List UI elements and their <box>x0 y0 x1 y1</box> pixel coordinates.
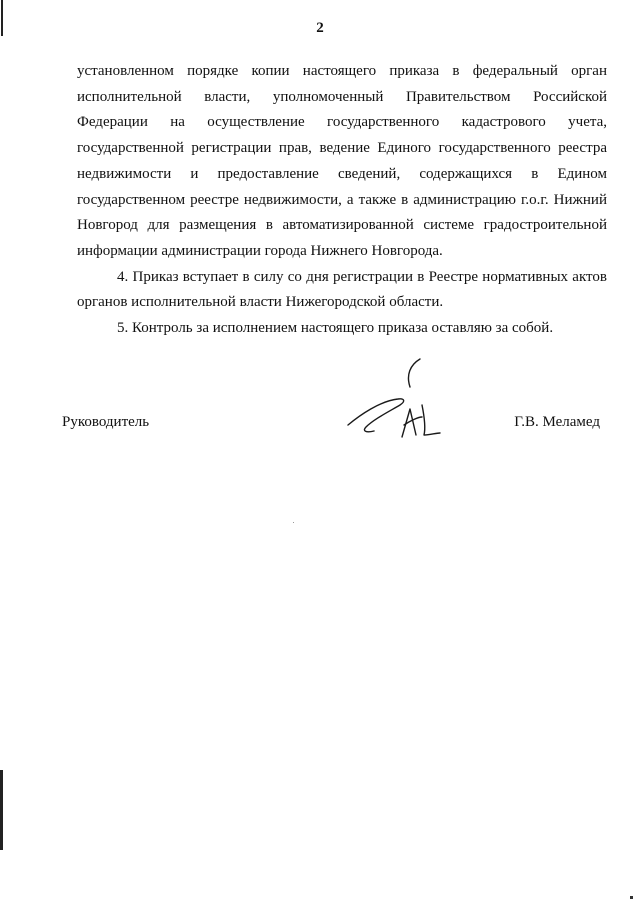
document-body <box>77 59 607 342</box>
signature-block <box>62 414 600 436</box>
text-line: государственном реестре недвижимости, а также в администрацию г.о.г. Нижний <box>77 191 607 208</box>
scan-speck <box>293 522 294 523</box>
text-line: 4. Приказ вступает в силу со дня регистрации в Реестре нормативных актов <box>117 268 607 285</box>
text-line: Федерации на осуществление государственного кадастрового учета, <box>77 114 607 131</box>
paragraph-4 <box>77 265 607 316</box>
text-line: органов исполнительной власти Нижегородской области. <box>77 294 444 311</box>
signer-name: Г.В. Меламед <box>514 414 600 430</box>
text-line: Новгород для размещения в автоматизированной системе градостроительной <box>77 217 607 234</box>
text-line: государственной регистрации прав, ведение Единого государственного реестра <box>77 140 607 157</box>
paragraph-5 <box>77 316 607 342</box>
scan-edge-mark <box>0 770 3 850</box>
text-line: установленном порядке копии настоящего приказа в федеральный орган <box>77 63 607 79</box>
scan-dot <box>630 896 633 899</box>
text-line: исполнительной власти, уполномоченный Правительством Российской <box>77 88 607 105</box>
text-line: недвижимости и предоставление сведений, содержащихся в Едином <box>77 165 607 182</box>
text-line: информации администрации города Нижнего Новгорода. <box>77 242 443 259</box>
page-number: 2 <box>316 20 324 36</box>
signer-position: Руководитель <box>62 414 150 430</box>
paragraph-continuation <box>77 59 607 265</box>
text-line: 5. Контроль за исполнением настоящего приказа оставляю за собой. <box>117 320 554 337</box>
